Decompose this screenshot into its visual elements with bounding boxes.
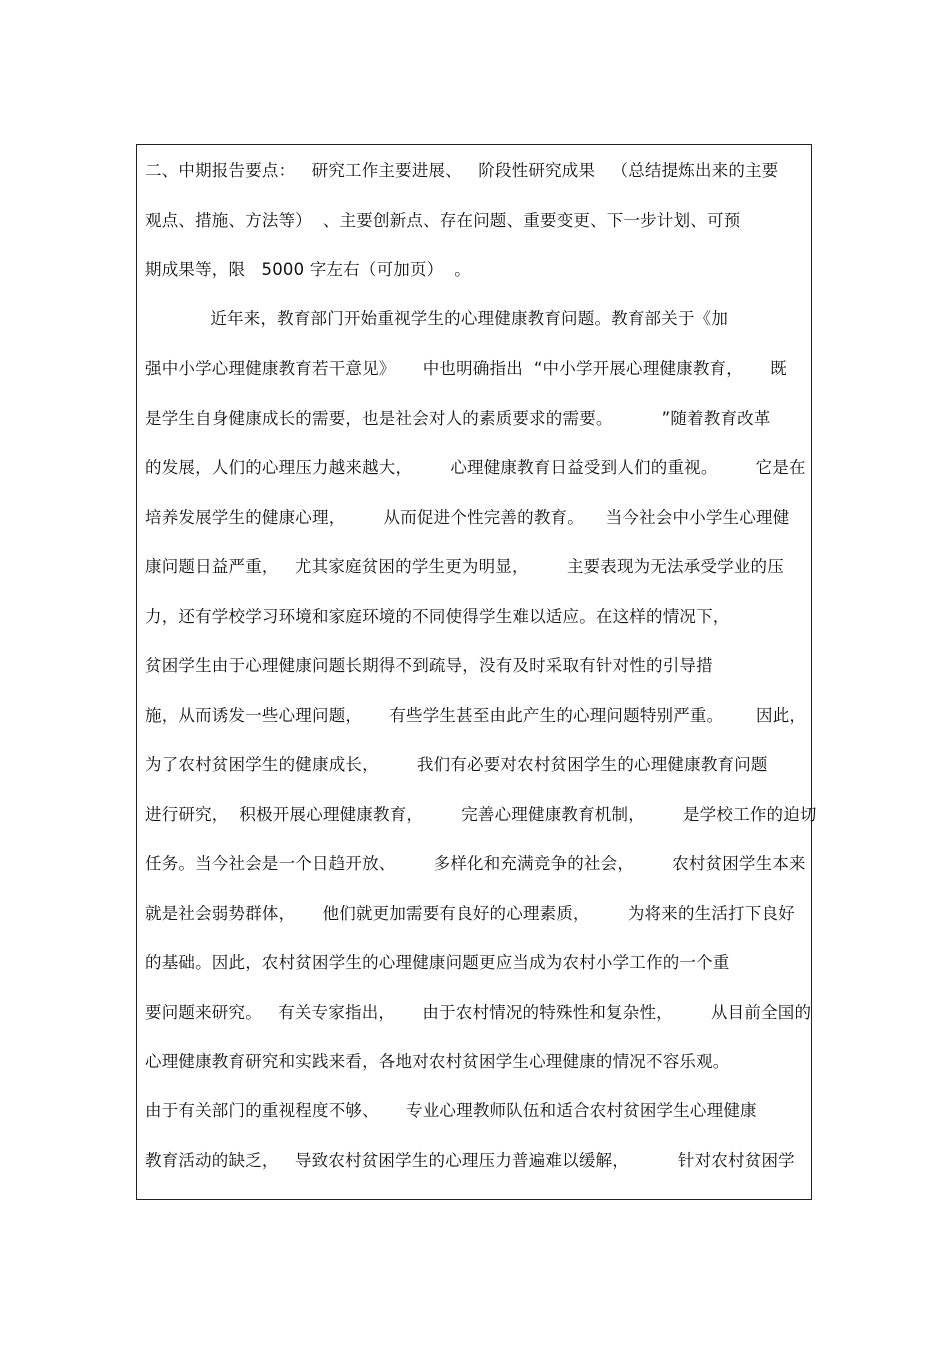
heading-line-2: 观点、措施、方法等） 、主要创新点、存在问题、重要变更、下一步计划、可预 [145,211,741,230]
body-line-18: 教育活动的缺乏， 导致农村贫困学生的心理压力普遍难以缓解， 针对农村贫困学 [145,1151,795,1170]
body-line-12: 任务。当今社会是一个日趋开放、 多样化和充满竞争的社会， 农村贫困学生本来 [145,854,806,873]
heading-line-1: 二、中期报告要点： 研究工作主要进展、 阶段性研究成果 （总结提炼出来的主要 [145,161,779,180]
body-line-16: 心理健康教育研究和实践来看，各地对农村贫困学生心理健康的情况不容乐观。 [145,1052,730,1071]
body-line-8: 贫困学生由于心理健康问题长期得不到疏导，没有及时采取有针对性的引导措 [145,656,713,675]
body-line-10: 为了农村贫困学生的健康成长， 我们有必要对农村贫困学生的心理健康教育问题 [145,755,768,774]
body-line-5: 培养发展学生的健康心理， 从而促进个性完善的教育。 当今社会中小学生心理健 [145,508,790,527]
body-line-7: 力，还有学校学习环境和家庭环境的不同使得学生难以适应。在这样的情况下， [145,607,730,626]
report-frame [136,144,817,1200]
heading-line-3: 期成果等，限 5000 字左右（可加页） 。 [145,260,471,279]
body-line-2: 强中小学心理健康教育若干意见》 中也明确指出 “中小学开展心理健康教育， 既 [145,359,787,378]
body-line-6: 康问题日益严重， 尤其家庭贫困的学生更为明显， 主要表现为无法承受学业的压 [145,557,784,576]
body-line-4: 的发展，人们的心理压力越来越大， 心理健康教育日益受到人们的重视。 它是在 [145,458,806,477]
body-line-14: 的基础。因此，农村贫困学生的心理健康问题更应当成为农村小学工作的一个重 [145,953,730,972]
body-line-13: 就是社会弱势群体， 他们就更加需要有良好的心理素质， 为将来的生活打下良好 [145,904,795,923]
body-line-17: 由于有关部门的重视程度不够、 专业心理教师队伍和适合农村贫困学生心理健康 [145,1101,757,1120]
body-line-11: 进行研究， 积极开展心理健康教育， 完善心理健康教育机制， 是学校工作的迫切 [145,805,817,824]
body-line-3: 是学生自身健康成长的需要，也是社会对人的素质要求的需要。 ”随着教育改革 [145,409,771,428]
body-line-9: 施，从而诱发一些心理问题， 有些学生甚至由此产生的心理问题特别严重。 因此， [145,706,807,725]
body-line-1: 近年来，教育部门开始重视学生的心理健康教育问题。教育部关于《加 [145,309,729,328]
body-line-15: 要问题来研究。 有关专家指出， 由于农村情况的特殊性和复杂性， 从目前全国的 [145,1003,812,1022]
